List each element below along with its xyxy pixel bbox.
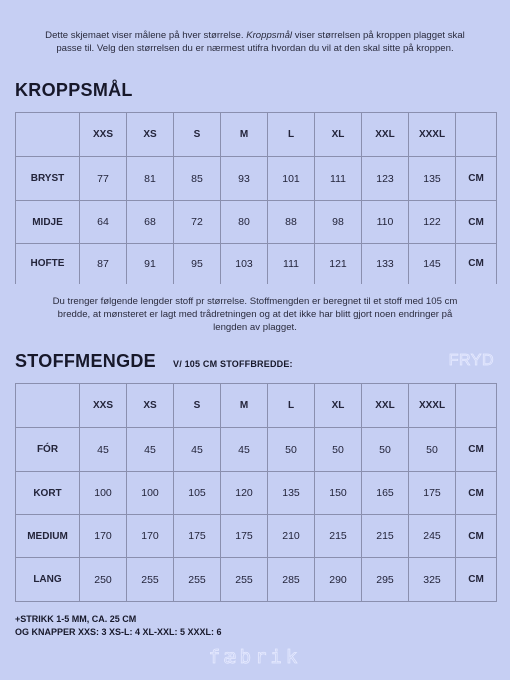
- cell: 121: [315, 244, 362, 284]
- cell: 135: [268, 472, 315, 515]
- unit-cell: CM: [456, 558, 497, 602]
- cell: 135: [409, 157, 456, 201]
- cell: 111: [268, 244, 315, 284]
- size-header: XL: [315, 384, 362, 428]
- size-header: XXL: [362, 113, 409, 157]
- cell: 245: [409, 515, 456, 558]
- unit-cell: CM: [456, 201, 497, 244]
- cell: 110: [362, 201, 409, 244]
- cell: 88: [268, 201, 315, 244]
- table-row: [16, 558, 497, 602]
- cell: 175: [409, 472, 456, 515]
- cell: 77: [80, 157, 127, 201]
- row-label: FÓR: [16, 428, 80, 472]
- cell: 72: [174, 201, 221, 244]
- size-header: S: [174, 113, 221, 157]
- size-header: XXXL: [409, 113, 456, 157]
- cell: 145: [409, 244, 456, 284]
- cell: 64: [80, 201, 127, 244]
- size-header: XXS: [80, 113, 127, 157]
- cell: 165: [362, 472, 409, 515]
- cell: 91: [127, 244, 174, 284]
- cell: 133: [362, 244, 409, 284]
- table-row: [16, 472, 497, 515]
- notions-line-1: +STRIKK 1-5 MM, CA. 25 CM: [15, 614, 137, 624]
- size-header: L: [268, 384, 315, 428]
- notions-note: [15, 613, 222, 638]
- unit-cell: CM: [456, 157, 497, 201]
- cell: 87: [80, 244, 127, 284]
- size-header: XXL: [362, 384, 409, 428]
- cell: 210: [268, 515, 315, 558]
- cell: 50: [362, 428, 409, 472]
- body-measurements-title: KROPPSMÅL: [15, 80, 133, 100]
- cell: 85: [174, 157, 221, 201]
- faebrik-logo: fæbrik: [208, 646, 302, 668]
- cell: 150: [315, 472, 362, 515]
- cell: 295: [362, 558, 409, 602]
- table-row: [16, 244, 497, 284]
- cell: 50: [409, 428, 456, 472]
- cell: 255: [174, 558, 221, 602]
- cell: 100: [80, 472, 127, 515]
- unit-cell: CM: [456, 244, 497, 284]
- cell: 170: [127, 515, 174, 558]
- size-header: XS: [127, 384, 174, 428]
- size-header: L: [268, 113, 315, 157]
- cell: 290: [315, 558, 362, 602]
- fryd-logo: FRYD: [448, 352, 494, 369]
- cell: 45: [80, 428, 127, 472]
- cell: 68: [127, 201, 174, 244]
- cell: 100: [127, 472, 174, 515]
- row-label: LANG: [16, 558, 80, 602]
- fabric-width-subtitle: V/ 105 CM STOFFBREDDE:: [173, 359, 293, 369]
- row-label: KORT: [16, 472, 80, 515]
- cell: 45: [127, 428, 174, 472]
- cell: 80: [221, 201, 268, 244]
- cell: 45: [174, 428, 221, 472]
- unit-cell: CM: [456, 428, 497, 472]
- cell: 175: [174, 515, 221, 558]
- cell: 101: [268, 157, 315, 201]
- cell: 81: [127, 157, 174, 201]
- cell: 105: [174, 472, 221, 515]
- size-header: M: [221, 384, 268, 428]
- size-header: M: [221, 113, 268, 157]
- row-label: MEDIUM: [16, 515, 80, 558]
- cell: 122: [409, 201, 456, 244]
- cell: 120: [221, 472, 268, 515]
- size-header-row: [16, 384, 497, 428]
- cell: 95: [174, 244, 221, 284]
- corner-cell: [16, 384, 80, 428]
- cell: 45: [221, 428, 268, 472]
- corner-cell: [16, 113, 80, 157]
- cell: 98: [315, 201, 362, 244]
- unit-cell: CM: [456, 472, 497, 515]
- table-row: [16, 515, 497, 558]
- cell: 215: [315, 515, 362, 558]
- cell: 255: [127, 558, 174, 602]
- cell: 170: [80, 515, 127, 558]
- cell: 50: [268, 428, 315, 472]
- fabric-amount-table: [15, 383, 497, 602]
- size-header: XXS: [80, 384, 127, 428]
- fabric-amount-title: STOFFMENGDE: [15, 351, 156, 371]
- cell: 123: [362, 157, 409, 201]
- cell: 111: [315, 157, 362, 201]
- row-label: BRYST: [16, 157, 80, 201]
- size-header: S: [174, 384, 221, 428]
- table-row: [16, 428, 497, 472]
- size-header: XL: [315, 113, 362, 157]
- row-label: HOFTE: [16, 244, 80, 284]
- cell: 103: [221, 244, 268, 284]
- size-header: XXXL: [409, 384, 456, 428]
- cell: 325: [409, 558, 456, 602]
- notions-line-2: OG KNAPPER XXS: 3 XS-L: 4 XL-XXL: 5 XXXL: 6: [15, 626, 222, 637]
- cell: 250: [80, 558, 127, 602]
- size-header: XS: [127, 113, 174, 157]
- cell: 175: [221, 515, 268, 558]
- cell: 50: [315, 428, 362, 472]
- cell: 215: [362, 515, 409, 558]
- body-measurements-table: [15, 112, 497, 284]
- cell: 93: [221, 157, 268, 201]
- intro-text: Dette skjemaet viser målene på hver størrelse. Kroppsmål viser størrelsen på kroppen plagget skal passe til. Velg den størrelsen du er nærmest utifra hvordan du vil at den skal sitte på kroppen.: [45, 30, 465, 54]
- unit-cell: CM: [456, 515, 497, 558]
- table-row: [16, 157, 497, 201]
- table-row: [16, 201, 497, 244]
- row-label: MIDJE: [16, 201, 80, 244]
- size-header-row: [16, 113, 497, 157]
- cell: 285: [268, 558, 315, 602]
- unit-header: [456, 384, 497, 428]
- unit-header: [456, 113, 497, 157]
- cell: 255: [221, 558, 268, 602]
- fabric-description: Du trenger følgende lengder stoff pr størrelse. Stoffmengden er beregnet til et stoff med 105 cm bredde, at mønsteret er lagt med trådretningen og at det ikke har blitt gjort noen endringer på lengden av plagget.: [52, 296, 458, 333]
